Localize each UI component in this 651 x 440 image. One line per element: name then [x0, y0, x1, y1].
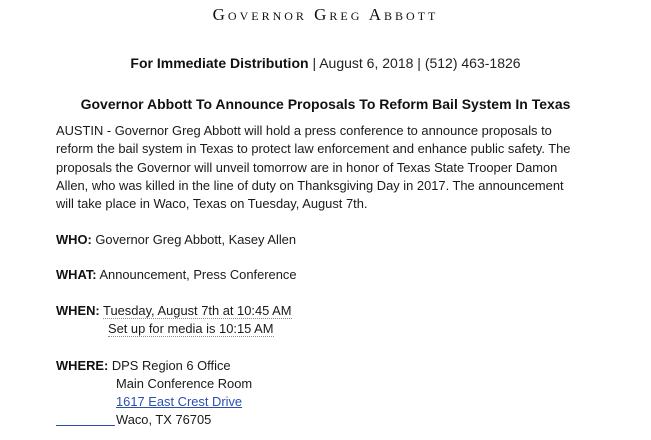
where-field — [56, 357, 231, 375]
where-address — [116, 393, 242, 411]
body-line: reform the bail system in Texas to protect law enforcement and enhance public safety. The — [56, 141, 571, 157]
contact-phone: (512) 463-1826 — [424, 55, 521, 71]
body-line: will take place in Waco, Texas on Tuesday, August 7th. — [56, 196, 368, 212]
release-date: August 6, 2018 — [319, 55, 414, 71]
where-label: WHERE: — [56, 358, 109, 373]
when-datetime[interactable]: Tuesday, August 7th at 10:45 AM — [103, 303, 292, 318]
media-setup-time[interactable]: Set up for media is 10:15 AM — [108, 321, 274, 336]
link-underline-divider — [56, 425, 115, 426]
who-value: Governor Greg Abbott, Kasey Allen — [95, 232, 297, 247]
masthead-title: Governor Greg Abbott — [212, 5, 439, 24]
distribution-label: For Immediate Distribution — [130, 55, 309, 71]
what-label: WHAT: — [56, 267, 97, 282]
separator: | — [417, 55, 421, 71]
what-field — [56, 266, 297, 284]
where-city: Waco, TX 76705 — [116, 412, 212, 427]
when-media-setup — [108, 320, 274, 338]
who-label: WHO: — [56, 232, 92, 247]
body-line: Allen, who was killed in the line of duty on Thanksgiving Day in 2017. The announcement — [56, 177, 564, 193]
body-line: AUSTIN - Governor Greg Abbott will hold a press conference to announce proposals to — [56, 123, 552, 138]
where-office: DPS Region 6 Office — [111, 358, 231, 373]
when-label: WHEN: — [56, 303, 100, 318]
separator: | — [312, 55, 317, 71]
what-value: Announcement, Press Conference — [99, 267, 297, 282]
who-field — [56, 231, 296, 249]
distribution-line — [0, 55, 651, 71]
where-room: Main Conference Room — [116, 376, 253, 391]
press-release-headline: Governor Abbott To Announce Proposals To Reform Bail System In Texas — [80, 96, 571, 112]
when-field — [56, 302, 292, 320]
body-paragraph — [56, 122, 648, 213]
body-line: proposals the Governor will unveil tomorrow are in honor of Texas State Trooper Damon — [56, 159, 558, 175]
address-link[interactable]: 1617 East Crest Drive — [116, 394, 243, 409]
